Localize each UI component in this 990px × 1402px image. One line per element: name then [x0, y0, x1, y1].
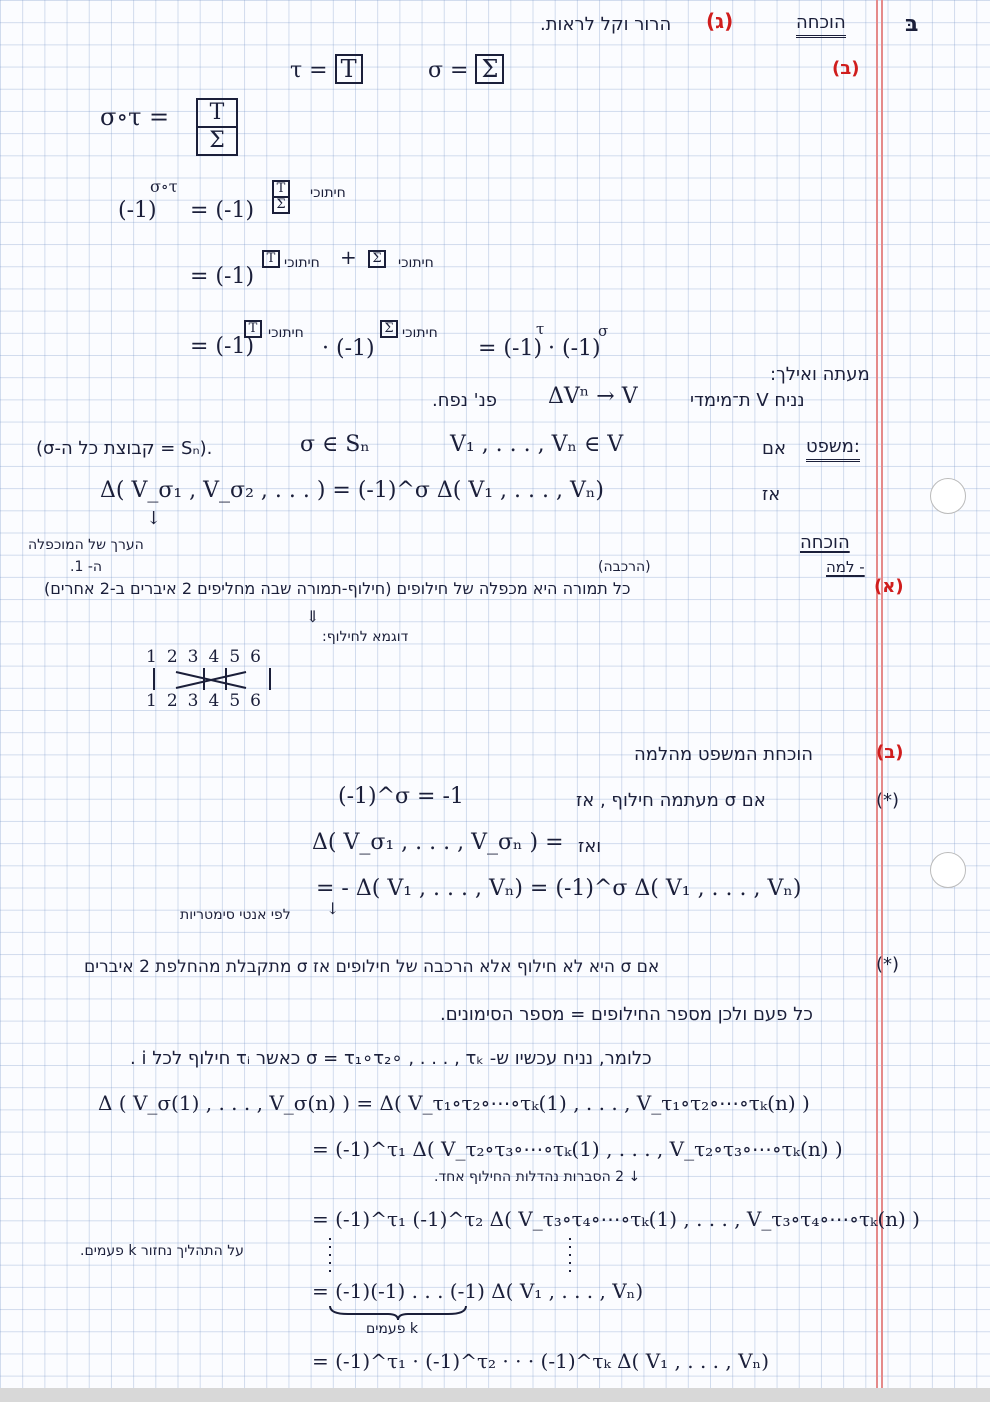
lemma-above-note: (הרכבה)	[598, 559, 651, 575]
proof-label: (ב)	[876, 742, 904, 763]
top-6: 6	[250, 647, 271, 667]
sigma-def: σ = Σ	[428, 54, 504, 84]
case1-then: ואז	[578, 836, 602, 857]
sigma-box: Σ	[475, 54, 504, 84]
eq4: = (-1)(-1) . . . (-1) Δ( V₁ , . . . , Vₙ)	[312, 1279, 644, 1303]
eq2-note: ↓ 2 הסברות נהדלות החילוף אחד.	[434, 1169, 641, 1185]
chain-line3-rhs: = (-1)	[478, 336, 543, 361]
top-1: 1	[146, 647, 167, 667]
eq3: = (-1)^τ₁ (-1)^τ₂ Δ( V_τ₃∘τ₄∘⋯∘τₖ(1) , . . . , V_τ₃∘τ₄∘⋯∘τₖ(n) )	[312, 1207, 920, 1231]
case2-star: (*)	[876, 954, 900, 975]
chain-line1-eq: = (-1)	[190, 198, 255, 223]
small-box-S3: Σ	[380, 320, 398, 338]
top-4: 4	[208, 647, 230, 667]
label-b: (ב)	[832, 58, 860, 79]
proof-title: הוכחת המשפט מהלמה	[634, 744, 814, 765]
case1-line1: Δ( V_σ₁ , . . . , V_σₙ ) =	[312, 830, 564, 855]
theorem-note: .(Sₙ = קבוצת כל ה-σ)	[36, 438, 213, 459]
small-box-T2: T	[262, 250, 280, 268]
case1-line2: = - Δ( V₁ , . . . , Vₙ) = (-1)^σ Δ( V₁ , . . . , Vₙ)	[316, 876, 802, 901]
example-label: דוגמא לחילוף:	[322, 629, 409, 645]
chain-line3-dot: · (-1)	[322, 336, 375, 361]
eq1: Δ ( V_σ(1) , . . . , V_σ(n) ) = Δ( V_τ₁∘τ₂∘⋯∘τₖ(1) , . . . , V_τ₁∘τ₂∘⋯∘τₖ(n) )	[98, 1091, 810, 1115]
case1-note: לפי אנטי סימטריות	[180, 907, 291, 923]
composition-stacked-box	[196, 98, 238, 156]
chain-line3-word-b: חיתוכי	[402, 325, 438, 341]
chain-line2-word-a: חיתוכי	[284, 255, 320, 271]
theorem-arrow-note2: ה- 1.	[70, 559, 103, 575]
top-5: 5	[229, 647, 251, 667]
ellipsis-dots	[326, 1238, 586, 1278]
margin-line	[876, 0, 878, 1402]
case1-rhs: (-1)^σ = -1	[338, 784, 464, 809]
eq3-note: על התהליך נחזור k פעמים.	[80, 1243, 244, 1259]
theorem-title: משפט:	[806, 436, 860, 462]
example-top-row	[146, 646, 271, 668]
chain-line3-exp-a: τ	[536, 320, 545, 338]
theorem-if: אם	[762, 438, 786, 459]
chain-line1-lhs: (-1)	[118, 198, 157, 223]
case1-star: (*)	[876, 790, 900, 811]
case1-note-arrow: ↓	[326, 899, 340, 918]
small-box-S: Σ	[272, 196, 290, 214]
stack-top: T	[209, 100, 225, 125]
theorem-formula: Δ( V_σ₁ , V_σ₂ , . . . ) = (-1)^σ Δ( V₁ , . . . , Vₙ)	[100, 478, 604, 503]
stack-bottom: Σ	[198, 126, 236, 154]
punch-hole-1	[930, 478, 966, 514]
header-note: הרור וקל לראות.	[540, 14, 672, 35]
small-box-T3: T	[244, 320, 262, 338]
eq5: = (-1)^τ₁ · (-1)^τ₂ · · · (-1)^τₖ Δ( V₁ , . . . , Vₙ)	[312, 1349, 770, 1373]
tau-def: τ = T	[290, 54, 363, 84]
chain-line2-word-b: חיתוכי	[398, 255, 434, 271]
case2-text2: כל פעם ולכן מספר החילופים = מספר הסימונים.	[440, 1004, 813, 1025]
chain-line1-exp: σ∘τ	[150, 177, 178, 196]
top-2: 2	[166, 647, 188, 667]
case1-text: אם σ מעתמה חילוף , אז	[576, 790, 766, 811]
theorem-down-arrow: ↓	[146, 508, 162, 529]
top-3: 3	[187, 647, 209, 667]
theorem-perm: σ ∈ Sₙ	[300, 432, 370, 457]
setup-text: נניח V ת־מימדי	[690, 390, 805, 411]
example-bottom-row	[146, 690, 271, 712]
small-box-T: T	[272, 180, 290, 198]
bottom-3: 3	[187, 691, 209, 711]
header-title: הוכחה	[796, 12, 846, 38]
setup-map: ΔVⁿ → V	[548, 384, 638, 409]
bottom-2: 2	[166, 691, 188, 711]
example-arrow: ⇓	[306, 607, 320, 626]
eq2: = (-1)^τ₁ Δ( V_τ₂∘τ₃∘⋯∘τₖ(1) , . . . , V_τ₂∘τ₃∘⋯∘τₖ(n) )	[312, 1137, 843, 1161]
bottom-1: 1	[146, 691, 167, 711]
bottom-4: 4	[208, 691, 230, 711]
chain-line2-eq: = (-1)	[190, 264, 255, 289]
chain-line2-plus: +	[340, 245, 357, 269]
chain-line3-mid: · (-1)	[548, 336, 601, 361]
lemma-title: הוכחה	[800, 532, 850, 553]
chain-line3-exp-b: σ	[598, 322, 609, 340]
header-label: (ג)	[706, 9, 734, 33]
lemma-text: כל תמורה היא מכפלה של חילופים (חילוף-תמורה שבה מחליפים 2 איברים ב-2 אחרים)	[44, 579, 631, 598]
margin-line-2	[881, 0, 883, 1402]
lemma-label: (א)	[874, 576, 904, 597]
composition-lhs: σ∘τ =	[100, 103, 170, 131]
setup-title: מעתה ואילך:	[770, 364, 870, 385]
tau-box: T	[335, 54, 363, 84]
theorem-vectors: V₁ , . . . , Vₙ ∈ V	[450, 432, 624, 457]
small-box-S2: Σ	[368, 250, 386, 268]
case2-text3: כלומר, נניח עכשיו ש- σ = τ₁∘τ₂∘ , . . . , τₖ כאשר τᵢ חילוף לכל i .	[130, 1048, 652, 1069]
bottom-6: 6	[250, 691, 271, 711]
punch-hole-2	[930, 852, 966, 888]
chain-line1-word: חיתוכי	[310, 185, 346, 201]
lemma-sub: למה -	[826, 558, 865, 576]
case2-text: אם σ היא לא חילוף אלא הרכבה של חילופים אז σ מתקבלת מהחלפת 2 איברים	[84, 957, 660, 977]
setup-tail: פנ' נפח.	[432, 390, 498, 411]
theorem-arrow-note: הערך של המוכפלה	[28, 537, 144, 553]
page-bottom-edge	[0, 1388, 990, 1402]
page-number: בּ	[905, 12, 919, 37]
bottom-5: 5	[229, 691, 251, 711]
theorem-then: אז	[762, 484, 781, 505]
eq4-brace-label: k פעמים	[366, 1321, 418, 1337]
chain-line3-word-a: חיתוכי	[268, 325, 304, 341]
chain-line3-eq: = (-1)	[190, 334, 255, 359]
